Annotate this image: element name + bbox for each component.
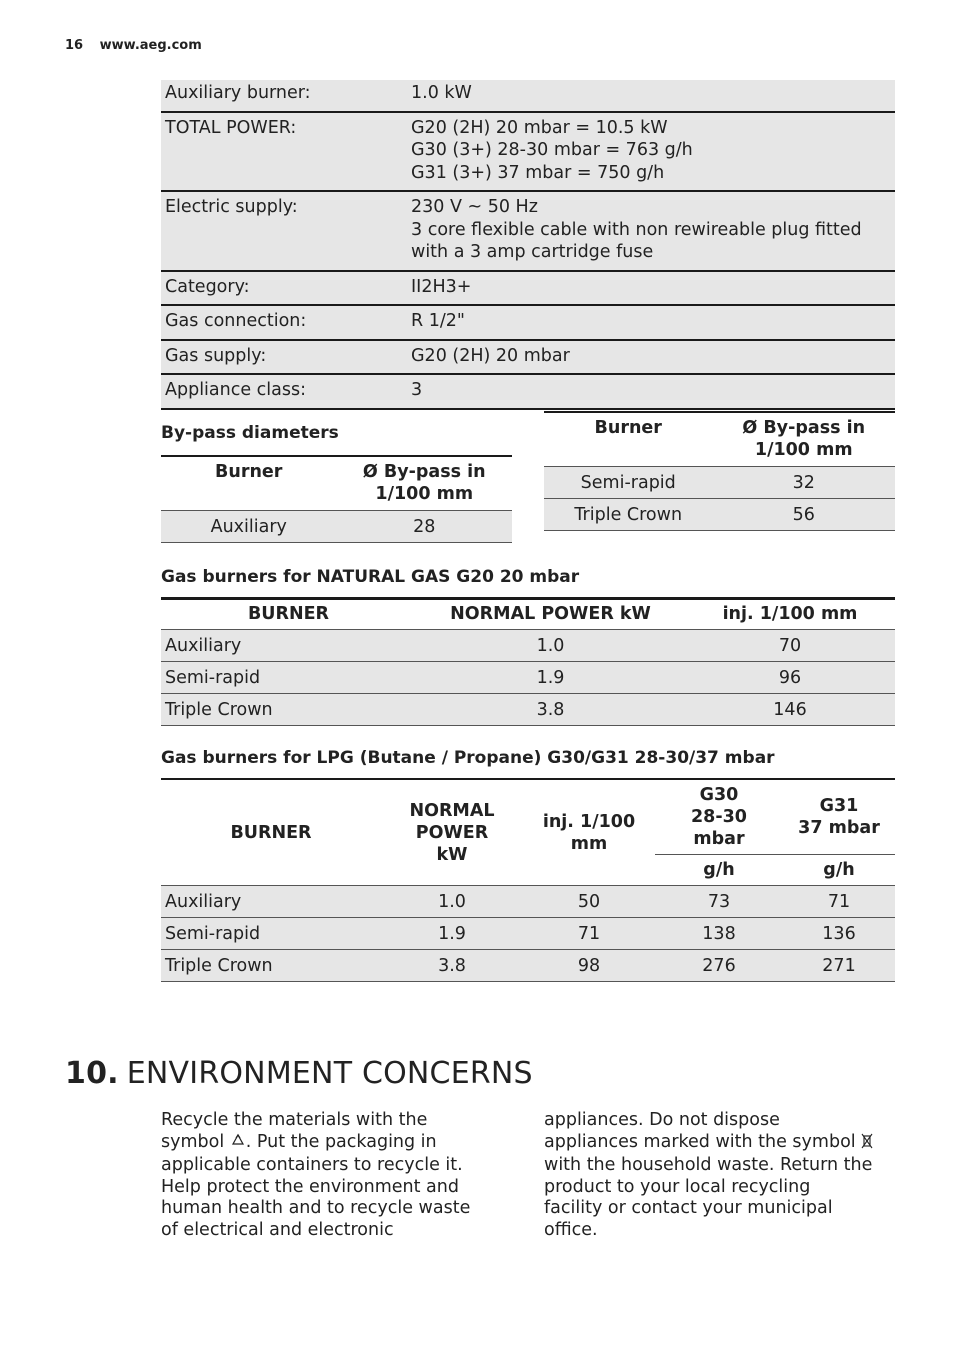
table-header-row: [544, 412, 895, 467]
column-header: [783, 779, 895, 855]
text-line: of electrical and electronic: [161, 1219, 394, 1240]
burner-cell: Auxiliary: [161, 886, 381, 918]
table-row: [161, 305, 895, 340]
value-cell: 28: [337, 511, 513, 543]
table-row: [161, 191, 895, 271]
g30-cell: 73: [655, 886, 783, 918]
header-line: 37 mbar: [798, 818, 880, 838]
spec-key: Appliance class:: [161, 374, 407, 409]
section-number: 10.: [65, 1056, 119, 1091]
header-line: Ø By-pass in: [362, 462, 486, 482]
spec-value-line: with a 3 amp cartridge fuse: [411, 242, 654, 262]
column-header: BURNER: [161, 779, 381, 886]
power-cell: 1.9: [381, 918, 523, 950]
text-fragment: . Put the packaging in: [245, 1131, 437, 1152]
text-line: Help protect the environment and: [161, 1176, 459, 1197]
text-line: product to your local recycling: [544, 1176, 811, 1197]
power-cell: 1.0: [381, 886, 523, 918]
g31-cell: 71: [783, 886, 895, 918]
g20-table: [161, 597, 895, 726]
text-line: human health and to recycle waste: [161, 1198, 471, 1218]
burner-cell: Triple Crown: [161, 694, 416, 726]
section-title: ENVIRONMENT CONCERNS: [126, 1056, 533, 1091]
spec-table: [161, 80, 895, 410]
injector-cell: 146: [685, 694, 895, 726]
spec-value: [407, 191, 895, 271]
value-cell: 56: [712, 499, 895, 531]
recycle-icon: [230, 1133, 246, 1156]
power-cell: 1.9: [416, 662, 685, 694]
spec-value-line: G31 (3+) 37 mbar = 750 g/h: [411, 162, 665, 183]
spec-key: Category:: [161, 271, 407, 306]
column-header: NORMAL POWER kW: [416, 599, 685, 630]
spec-value-line: G20 (2H) 20 mbar = 10.5 kW: [411, 117, 668, 138]
text-line: applicable containers to recycle it.: [161, 1155, 463, 1175]
column-header: inj. 1/100 mm: [685, 599, 895, 630]
column-header: Burner: [544, 412, 712, 467]
table-row: [161, 886, 895, 918]
g30-cell: 276: [655, 950, 783, 982]
spec-key: Electric supply:: [161, 191, 407, 271]
text-fragment: appliances marked with the symbol: [544, 1131, 856, 1152]
text-line: Recycle the materials with the: [161, 1110, 428, 1130]
injector-cell: 96: [685, 662, 895, 694]
text-line: with the household waste. Return the: [544, 1155, 873, 1175]
spec-value: 3: [407, 374, 895, 409]
text-line: appliances. Do not dispose: [544, 1110, 780, 1130]
spec-value: 1.0 kW: [407, 80, 895, 112]
g30-cell: 138: [655, 918, 783, 950]
burner-cell: Semi-rapid: [161, 662, 416, 694]
header-line: 1/100 mm: [375, 484, 474, 504]
spec-value-line: 3 core flexible cable with non rewireable plug fitted: [411, 219, 862, 240]
header-line: NORMAL: [409, 800, 495, 821]
text-line: office.: [544, 1219, 598, 1240]
column-header: [523, 779, 655, 886]
burner-cell: Semi-rapid: [544, 467, 712, 499]
text-column-left: [161, 1110, 491, 1241]
burner-cell: Auxiliary: [161, 511, 337, 543]
power-cell: 1.0: [416, 630, 685, 662]
burner-cell: Triple Crown: [544, 499, 712, 531]
page-number: 16: [65, 38, 84, 53]
spec-value: R 1/2": [407, 305, 895, 340]
table-header-row: [161, 599, 895, 630]
spec-key: Gas connection:: [161, 305, 407, 340]
text-line: [161, 1132, 491, 1156]
table-row: [161, 80, 895, 112]
text-line: facility or contact your municipal: [544, 1198, 833, 1218]
g20-title: Gas burners for NATURAL GAS G20 20 mbar: [161, 567, 580, 587]
header-line: mbar: [693, 829, 745, 849]
header-line: G30: [699, 785, 739, 805]
spec-value: II2H3+: [407, 271, 895, 306]
spec-value: G20 (2H) 20 mbar: [407, 340, 895, 375]
burner-cell: Semi-rapid: [161, 918, 381, 950]
table-row: [544, 467, 895, 499]
column-header: [655, 779, 783, 855]
lpg-table: [161, 778, 895, 982]
column-header: BURNER: [161, 599, 416, 630]
spec-key: Auxiliary burner:: [161, 80, 407, 112]
text-line: [544, 1132, 874, 1156]
g31-cell: 271: [783, 950, 895, 982]
power-cell: 3.8: [416, 694, 685, 726]
power-cell: 3.8: [381, 950, 523, 982]
table-row: [161, 374, 895, 409]
bypass-table-right: [544, 411, 895, 531]
header-line: Ø By-pass in: [742, 418, 866, 438]
column-header: [712, 412, 895, 467]
injector-cell: 70: [685, 630, 895, 662]
table-row: [161, 271, 895, 306]
g31-cell: 136: [783, 918, 895, 950]
table-row: [161, 694, 895, 726]
header-line: mm: [570, 833, 608, 854]
header-line: inj. 1/100: [542, 811, 636, 832]
table-row: [161, 630, 895, 662]
spec-value: [407, 112, 895, 192]
bypass-table-left: [161, 455, 512, 543]
table-row: [161, 662, 895, 694]
spec-value-line: 230 V ~ 50 Hz: [411, 197, 538, 217]
page-header: [65, 38, 202, 53]
spec-key: Gas supply:: [161, 340, 407, 375]
table-row: [161, 950, 895, 982]
header-line: 28-30: [691, 807, 747, 827]
header-line: kW: [436, 844, 468, 865]
bypass-title: By-pass diameters: [161, 423, 339, 443]
table-row: [161, 112, 895, 192]
burner-cell: Auxiliary: [161, 630, 416, 662]
crossed-bin-icon: [861, 1133, 873, 1156]
table-row: [161, 918, 895, 950]
column-header: [337, 456, 513, 511]
lpg-title: Gas burners for LPG (Butane / Propane) G30/G31 28-30/37 mbar: [161, 748, 775, 768]
spec-value-line: G30 (3+) 28-30 mbar = 763 g/h: [411, 140, 693, 160]
text-fragment: symbol: [161, 1131, 225, 1152]
injector-cell: 71: [523, 918, 655, 950]
table-row: [161, 340, 895, 375]
site-url: www.aeg.com: [99, 38, 202, 53]
header-line: 1/100 mm: [754, 440, 853, 460]
spec-key: TOTAL POWER:: [161, 112, 407, 192]
column-header: Burner: [161, 456, 337, 511]
header-line: POWER: [415, 822, 489, 843]
header-line: G31: [819, 796, 859, 816]
table-header-row: [161, 779, 895, 855]
column-header: g/h: [655, 855, 783, 886]
text-column-right: [544, 1110, 874, 1241]
section-heading: [65, 1056, 533, 1091]
column-header: g/h: [783, 855, 895, 886]
value-cell: 32: [712, 467, 895, 499]
table-row: [161, 511, 512, 543]
injector-cell: 98: [523, 950, 655, 982]
table-header-row: [161, 456, 512, 511]
table-row: [544, 499, 895, 531]
injector-cell: 50: [523, 886, 655, 918]
burner-cell: Triple Crown: [161, 950, 381, 982]
column-header: [381, 779, 523, 886]
